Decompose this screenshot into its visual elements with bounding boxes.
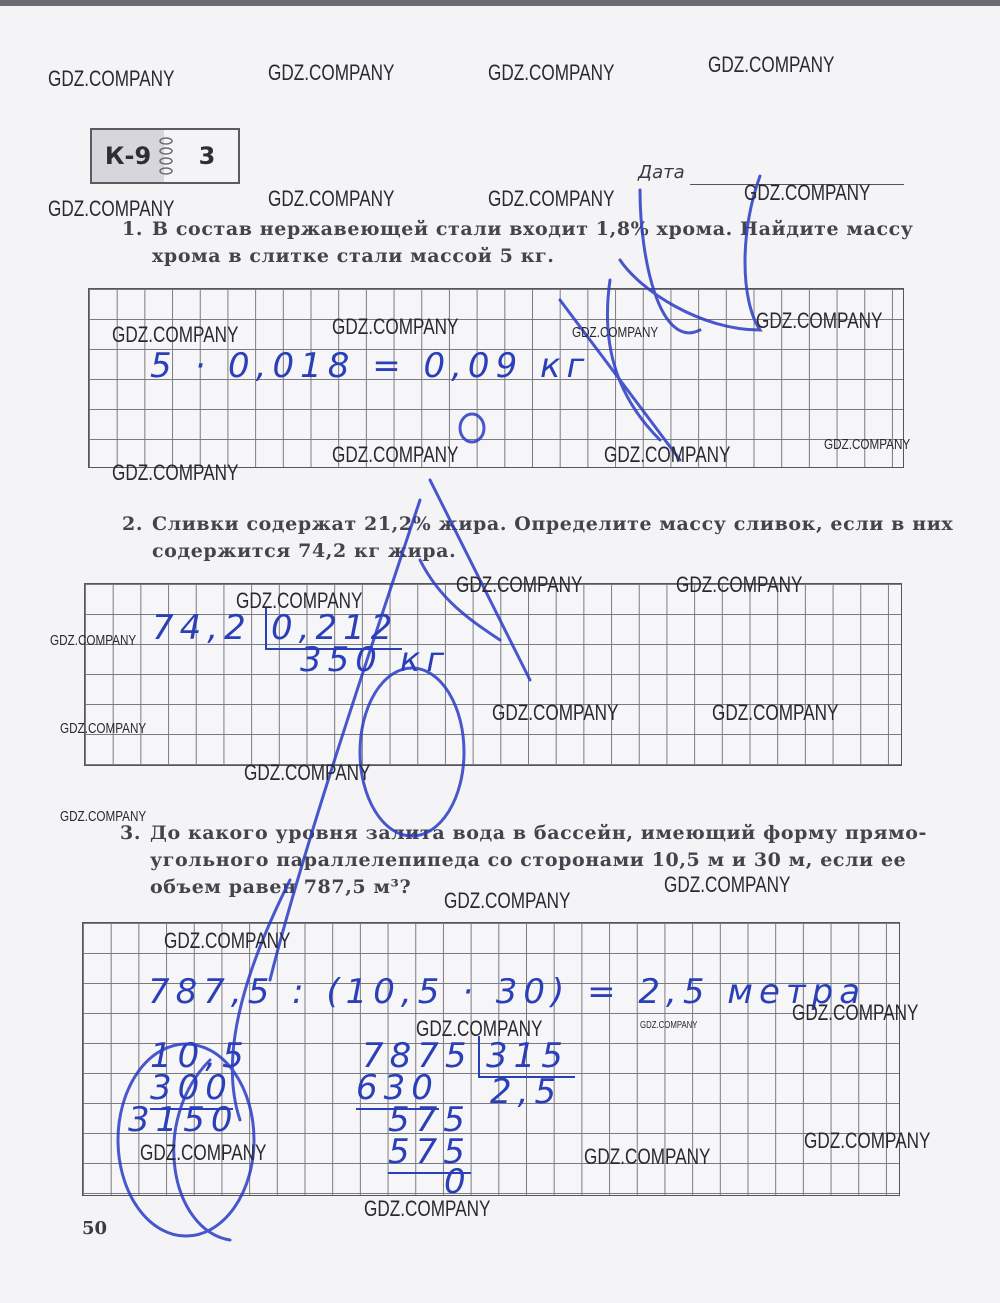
watermark: GDZ.COMPANY <box>640 1020 698 1031</box>
watermark: GDZ.COMPANY <box>50 632 137 649</box>
task-1-line-2: хрома в слитке стали массой 5 кг. <box>152 245 555 267</box>
watermark: GDZ.COMPANY <box>824 436 911 453</box>
watermark: GDZ.COMPANY <box>244 760 371 785</box>
task-2-dividend: 74,2 <box>152 608 252 648</box>
watermark: GDZ.COMPANY <box>444 888 571 913</box>
task-2-result: 350 кг <box>300 640 451 680</box>
watermark: GDZ.COMPANY <box>756 308 883 333</box>
watermark: GDZ.COMPANY <box>332 314 459 339</box>
task-2-line-2: содержится 74,2 кг жира. <box>152 540 457 562</box>
page-number: 50 <box>82 1218 108 1239</box>
task-2-line-1: Сливки содержат 21,2% жира. Определите массу сливок, если в них <box>152 513 954 535</box>
watermark: GDZ.COMPANY <box>48 66 175 91</box>
task-2-number: 2. <box>122 513 144 535</box>
watermark: GDZ.COMPANY <box>140 1140 267 1165</box>
watermark: GDZ.COMPANY <box>236 588 363 613</box>
task-1-solution: 5 · 0,018 = 0,09 кг <box>150 346 591 386</box>
watermark: GDZ.COMPANY <box>744 180 871 205</box>
watermark: GDZ.COMPANY <box>112 322 239 347</box>
watermark: GDZ.COMPANY <box>456 572 583 597</box>
task-3-mult-top: 10,5 <box>150 1036 250 1076</box>
task-3-line-1: До какого уровня залита вода в бассейн, имеющий форму прямо- <box>150 822 927 844</box>
task-3-div-rem-1: 575 <box>388 1100 471 1140</box>
watermark: GDZ.COMPANY <box>792 1000 919 1025</box>
watermark: GDZ.COMPANY <box>48 196 175 221</box>
watermark: GDZ.COMPANY <box>572 324 659 341</box>
watermark: GDZ.COMPANY <box>332 442 459 467</box>
watermark: GDZ.COMPANY <box>676 572 803 597</box>
watermark: GDZ.COMPANY <box>488 60 615 85</box>
worksheet-badge <box>90 128 240 184</box>
task-3-line-3: объем равен 787,5 м³? <box>150 876 412 898</box>
task-3-div-result: 2,5 <box>490 1072 563 1112</box>
watermark: GDZ.COMPANY <box>584 1144 711 1169</box>
watermark: GDZ.COMPANY <box>112 460 239 485</box>
task-3-line-2: угольного параллелепипеда со сторонами 10,5 м и 30 м, если ее <box>150 849 907 871</box>
task-1-line-1: В состав нержавеющей стали входит 1,8% хрома. Найдите массу <box>152 218 914 240</box>
watermark: GDZ.COMPANY <box>60 808 147 825</box>
watermark: GDZ.COMPANY <box>488 186 615 211</box>
task-3-main-solution: 787,5 : (10,5 · 30) = 2,5 метра <box>148 972 867 1012</box>
task-2-divisor: 0,212 <box>265 608 402 650</box>
task-3-div-sub-2: 575 <box>388 1132 471 1172</box>
watermark: GDZ.COMPANY <box>708 52 835 77</box>
task-3-mult-bottom: 300 <box>150 1068 233 1108</box>
watermark: GDZ.COMPANY <box>664 872 791 897</box>
watermark: GDZ.COMPANY <box>164 928 291 953</box>
watermark: GDZ.COMPANY <box>268 186 395 211</box>
task-3-div-divisor: 315 <box>478 1036 575 1078</box>
watermark: GDZ.COMPANY <box>604 442 731 467</box>
spiral-binding-icon <box>158 134 174 178</box>
task-2 <box>122 511 954 565</box>
task-3-div-rem-final: 0 <box>444 1162 472 1202</box>
watermark: GDZ.COMPANY <box>712 700 839 725</box>
task-1-number: 1. <box>122 218 144 240</box>
badge-number: 3 <box>198 142 216 170</box>
watermark: GDZ.COMPANY <box>804 1128 931 1153</box>
badge-label: К-9 <box>92 130 164 182</box>
task-1 <box>122 216 914 270</box>
task-3-div-sub-1: 630 <box>356 1068 439 1108</box>
page-top-edge <box>0 0 1000 6</box>
watermark: GDZ.COMPANY <box>268 60 395 85</box>
watermark: GDZ.COMPANY <box>492 700 619 725</box>
date-label: Дата <box>638 162 685 183</box>
watermark: GDZ.COMPANY <box>60 720 147 737</box>
watermark: GDZ.COMPANY <box>416 1016 543 1041</box>
task-3-mult-result: 3150 <box>128 1100 239 1140</box>
task-3-div-dividend: 7875 <box>362 1036 473 1076</box>
watermark: GDZ.COMPANY <box>364 1196 491 1221</box>
task-3-number: 3. <box>120 822 142 844</box>
